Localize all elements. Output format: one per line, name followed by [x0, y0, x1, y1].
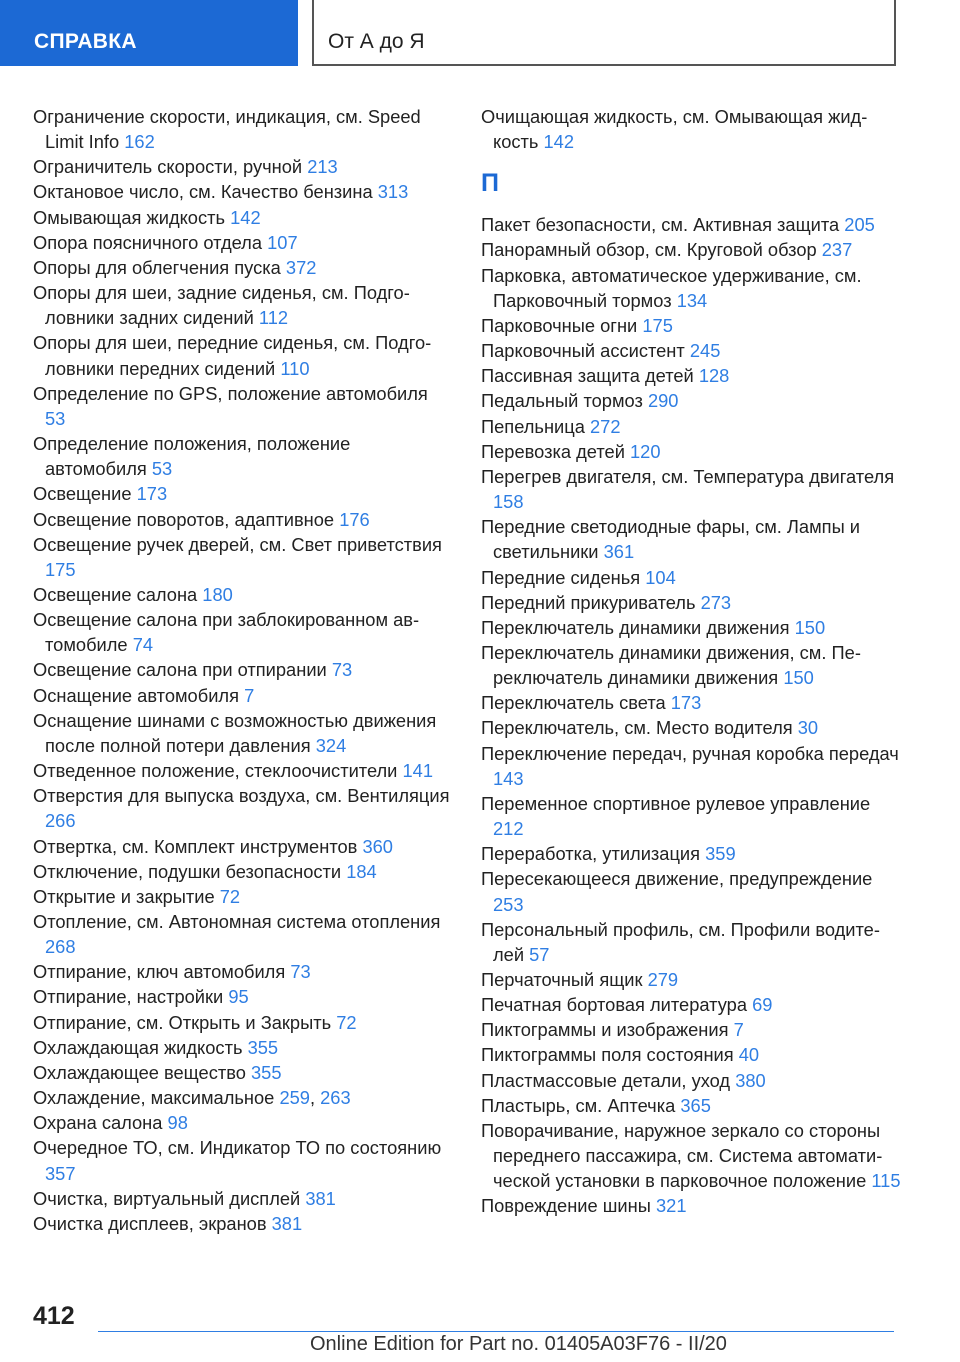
page-link[interactable]: 237: [821, 239, 853, 261]
page-link[interactable]: 175: [45, 558, 76, 580]
page-link[interactable]: 72: [336, 1011, 357, 1033]
index-term: Освещение салона при заблокированном автомобиле: [33, 609, 420, 656]
index-term: Перегрев двигателя, см. Температура двигателя: [481, 465, 895, 487]
index-entry: [481, 917, 901, 967]
page-link[interactable]: 158: [493, 491, 524, 513]
index-entry: [33, 1010, 453, 1035]
index-entry: [33, 381, 453, 431]
page-link[interactable]: 273: [700, 591, 732, 613]
page-link[interactable]: 372: [285, 256, 317, 278]
index-entry: [33, 959, 453, 984]
page-link[interactable]: 176: [339, 508, 370, 530]
index-term: Отверстия для выпуска воздуха, см. Вентиляция: [33, 785, 450, 807]
page-link[interactable]: 324: [315, 734, 347, 756]
page-link[interactable]: 173: [136, 483, 168, 505]
page-link[interactable]: 110: [280, 357, 310, 379]
index-term: Отведенное положение, стеклоочистители: [33, 760, 398, 782]
index-term: Пепельница: [481, 415, 585, 437]
index-entry: [481, 439, 901, 464]
page-link[interactable]: 142: [543, 131, 575, 153]
section-letter: П: [481, 169, 499, 198]
page-link[interactable]: 150: [794, 616, 826, 638]
page-link[interactable]: 98: [167, 1112, 188, 1134]
index-term: Переключатель, см. Место водителя: [481, 717, 793, 739]
page-link[interactable]: 359: [705, 843, 736, 865]
page-link[interactable]: 107: [267, 231, 298, 253]
index-entry: [481, 212, 901, 237]
index-entry: [481, 1193, 901, 1218]
index-entry: [481, 1068, 901, 1093]
page-link[interactable]: 361: [603, 541, 635, 563]
page-link[interactable]: 180: [202, 583, 233, 605]
index-entry: [481, 237, 901, 262]
index-term: Оснащение автомобиля: [33, 684, 239, 706]
footer-edition: Online Edition for Part no. 01405A03F76 - II/20: [310, 1333, 727, 1355]
index-entry: [481, 791, 901, 841]
index-entry: [33, 230, 453, 255]
index-term: Парковочные огни: [481, 314, 638, 336]
index-entry: [33, 1060, 453, 1085]
page-link[interactable]: 53: [45, 407, 66, 429]
index-entry: [33, 532, 453, 582]
index-entry: [481, 104, 901, 154]
index-term: Передние светодиодные фары, см. Лампы и светильники: [481, 516, 860, 563]
page-link[interactable]: 7: [244, 684, 255, 706]
index-entry: [481, 363, 901, 388]
page-number: 412: [33, 1302, 75, 1330]
index-term: Пересекающееся движение, предупреждение: [481, 868, 873, 890]
index-entry: [33, 507, 453, 532]
page-link[interactable]: 175: [642, 314, 673, 336]
index-term: Повреждение шины: [481, 1195, 651, 1217]
index-entry: [33, 859, 453, 884]
index-term: Ограничитель скорости, ручной: [33, 156, 303, 178]
index-term: Освещение ручек дверей, см. Свет приветствия: [33, 533, 442, 555]
index-entry: [481, 514, 901, 564]
index-term: Опора поясничного отдела: [33, 231, 263, 253]
page-link[interactable]: 30: [797, 717, 819, 739]
index-entry: [33, 834, 453, 859]
index-term: Передние сиденья: [481, 566, 641, 588]
index-entry: [33, 984, 453, 1009]
index-term: Отключение, подушки безопасности: [33, 860, 342, 882]
page-link[interactable]: 205: [844, 214, 875, 236]
index-entry: [33, 255, 453, 280]
index-term: Переключатель динамики движения: [481, 616, 790, 638]
page-link[interactable]: 380: [735, 1069, 766, 1091]
index-entry: [481, 263, 901, 313]
index-entry: [33, 1110, 453, 1135]
page-link[interactable]: 365: [680, 1094, 711, 1116]
index-entry: [33, 179, 453, 204]
index-term: Переключатель света: [481, 692, 666, 714]
index-term: Очищающая жидкость, см. Омывающая жидкость: [481, 106, 868, 153]
index-entry: [33, 1186, 453, 1211]
index-term: Пиктограммы и изображения: [481, 1019, 729, 1041]
index-term: Пластмассовые детали, уход: [481, 1069, 731, 1091]
page-link[interactable]: 143: [493, 767, 524, 789]
index-entry: [481, 1093, 901, 1118]
index-term: Парковочный ассистент: [481, 340, 685, 362]
page-link[interactable]: 74: [132, 634, 154, 656]
index-term: Переработка, утилизация: [481, 843, 701, 865]
index-term: Освещение салона при отпирании: [33, 659, 327, 681]
index-entry: [33, 683, 453, 708]
page-link[interactable]: 213: [307, 156, 338, 178]
index-term: Перевозка детей: [481, 440, 625, 462]
page-link[interactable]: 134: [676, 289, 708, 311]
page-link[interactable]: 173: [670, 692, 702, 714]
page-link[interactable]: 128: [698, 365, 730, 387]
index-column-left: [33, 104, 453, 1236]
index-term: Освещение салона: [33, 583, 198, 605]
index-term: Определение по GPS, положение автомобиля: [33, 382, 428, 404]
index-entry: [481, 313, 901, 338]
index-entry: [481, 565, 901, 590]
index-term: Пассивная защита детей: [481, 365, 694, 387]
index-entry: [33, 431, 453, 481]
index-entry: [33, 104, 453, 154]
index-term: Очистка, виртуальный дисплей: [33, 1187, 301, 1209]
page-link[interactable]: 150: [783, 667, 814, 689]
page-link[interactable]: 212: [493, 818, 524, 840]
index-entry: [33, 1211, 453, 1236]
index-term: Освещение поворотов, адаптивное: [33, 508, 335, 530]
index-entry: [481, 590, 901, 615]
index-entry: [33, 1035, 453, 1060]
index-entry: [481, 741, 901, 791]
index-entry: [33, 607, 453, 657]
index-entry: [33, 481, 453, 506]
page-link[interactable]: 268: [45, 936, 76, 958]
index-entry: [481, 841, 901, 866]
index-entry: [33, 154, 453, 179]
page-link[interactable]: 104: [645, 566, 676, 588]
index-term: Пакет безопасности, см. Активная защита: [481, 214, 840, 236]
index-term: Охрана салона: [33, 1112, 163, 1134]
index-entry: Охлаждение, максимальное 259, 263: [33, 1087, 351, 1109]
index-term: Очередное ТО, см. Индикатор ТО по состоянию: [33, 1137, 442, 1159]
page-link[interactable]: 360: [362, 835, 393, 857]
index-term: Пластырь, см. Аптечка: [481, 1094, 676, 1116]
index-entry: [33, 909, 453, 959]
index-term: Отпирание, см. Открыть и Закрыть: [33, 1011, 332, 1033]
index-entry: [481, 690, 901, 715]
page-link[interactable]: 40: [738, 1044, 760, 1066]
index-term: Омывающая жидкость: [33, 206, 226, 228]
index-term: Отвертка, см. Комплект инструментов: [33, 835, 358, 857]
page-link[interactable]: 245: [689, 340, 721, 362]
index-entry: [33, 1135, 453, 1185]
page-link[interactable]: 142: [230, 206, 261, 228]
page-link[interactable]: 381: [305, 1187, 336, 1209]
page-link[interactable]: 263: [320, 1087, 351, 1109]
index-term: Панорамный обзор, см. Круговой обзор: [481, 239, 817, 261]
page-link[interactable]: 95: [228, 986, 249, 1008]
index-term: Отпирание, ключ автомобиля: [33, 961, 286, 983]
index-term: Поворачивание, наружное зеркало со стороны переднего пассажира, см. Система автоматической установки в парковочное положение: [481, 1119, 883, 1192]
index-entry: [481, 967, 901, 992]
index-term: Освещение: [33, 483, 132, 505]
index-term: Опоры для облегчения пуска: [33, 256, 281, 278]
index-entry: [481, 715, 901, 740]
page-link[interactable]: 313: [377, 181, 409, 203]
index-term: Опоры для шеи, задние сиденья, см. Подголовники задних сидений: [33, 282, 410, 329]
page-link[interactable]: 266: [45, 810, 76, 832]
index-entry: [481, 992, 901, 1017]
page-link[interactable]: 279: [647, 969, 679, 990]
page-link[interactable]: 290: [647, 390, 679, 412]
index-term: Переключение передач, ручная коробка передач: [481, 742, 899, 764]
index-entry: [481, 464, 901, 514]
index-term: Педальный тормоз: [481, 390, 643, 412]
page-link[interactable]: 112: [258, 307, 289, 329]
page-link[interactable]: 381: [271, 1212, 303, 1234]
page-link[interactable]: 7: [733, 1019, 744, 1041]
index-term: Опоры для шеи, передние сиденья, см. Подголовники передних сидений: [33, 332, 432, 379]
index-term: Октановое число, см. Качество бензина: [33, 181, 373, 203]
index-term: Переключатель динамики движения, см. Переключатель динамики движения: [481, 641, 861, 689]
page-link[interactable]: 357: [45, 1162, 76, 1184]
index-entry: [481, 615, 901, 640]
page-link[interactable]: 162: [124, 131, 155, 153]
index-entry: [33, 884, 453, 909]
page-link[interactable]: 272: [590, 415, 621, 437]
index-term: Охлаждение, максимальное: [33, 1087, 275, 1109]
index-term: Пиктограммы поля состояния: [481, 1044, 734, 1066]
page-link[interactable]: 115: [871, 1170, 901, 1192]
index-entry: [33, 783, 453, 833]
index-term: Открытие и закрытие: [33, 885, 215, 907]
index-term: Ограничение скорости, индикация, см. Speed Limit Info: [33, 106, 421, 153]
page-title: От А до Я: [312, 0, 896, 66]
index-term: Печатная бортовая литература: [481, 994, 747, 1016]
index-term: Переменное спортивное рулевое управление: [481, 792, 871, 814]
index-term: Передний прикуриватель: [481, 591, 696, 613]
index-term: Отпирание, настройки: [33, 986, 224, 1008]
page-link[interactable]: 184: [346, 860, 377, 882]
section-tab[interactable]: СПРАВКА: [0, 0, 298, 66]
index-term: Оснащение шинами с возможностью движения после полной потери давления: [33, 709, 437, 756]
index-entry: [33, 330, 453, 380]
index-entry: [33, 657, 453, 682]
index-entry: [481, 640, 901, 690]
index-term: Охлаждающая жидкость: [33, 1036, 243, 1058]
index-entry: [481, 1118, 901, 1193]
page-link[interactable]: 72: [219, 885, 241, 907]
page-link[interactable]: 355: [250, 1061, 282, 1083]
index-term: Отопление, см. Автономная система отопления: [33, 911, 441, 932]
index-entry: [481, 388, 901, 413]
index-column-right: [481, 104, 901, 1219]
index-entry: [33, 708, 453, 758]
page-link[interactable]: 321: [655, 1195, 687, 1217]
page-link[interactable]: 259: [279, 1087, 310, 1109]
page-link[interactable]: 73: [290, 961, 311, 983]
page-link[interactable]: 120: [630, 440, 661, 462]
index-entry: [33, 758, 453, 783]
index-term: Очистка дисплеев, экранов: [33, 1212, 267, 1234]
page-link[interactable]: 73: [331, 659, 353, 681]
index-entry: [33, 280, 453, 330]
page-link[interactable]: 69: [752, 994, 773, 1016]
index-entry: [481, 1042, 901, 1067]
index-entry: [33, 205, 453, 230]
index-term: Персональный профиль, см. Профили водителей: [481, 918, 880, 965]
page-link[interactable]: 57: [529, 943, 550, 965]
footer-divider: [98, 1331, 894, 1332]
page-link[interactable]: 355: [247, 1036, 279, 1058]
index-term: Определение положения, положение автомобиля: [33, 433, 351, 480]
index-entry: [33, 582, 453, 607]
index-entry: [481, 1017, 901, 1042]
index-term: Парковка, автоматическое удерживание, см. Парковочный тормоз: [481, 264, 862, 311]
page-link[interactable]: 53: [151, 458, 173, 480]
index-entry: [481, 866, 901, 916]
index-entry: [481, 338, 901, 363]
page-link[interactable]: 253: [493, 893, 524, 915]
index-entry: [481, 414, 901, 439]
index-term: Охлаждающее вещество: [33, 1061, 246, 1083]
index-term: Перчаточный ящик: [481, 969, 643, 990]
page-link[interactable]: 141: [402, 760, 433, 782]
